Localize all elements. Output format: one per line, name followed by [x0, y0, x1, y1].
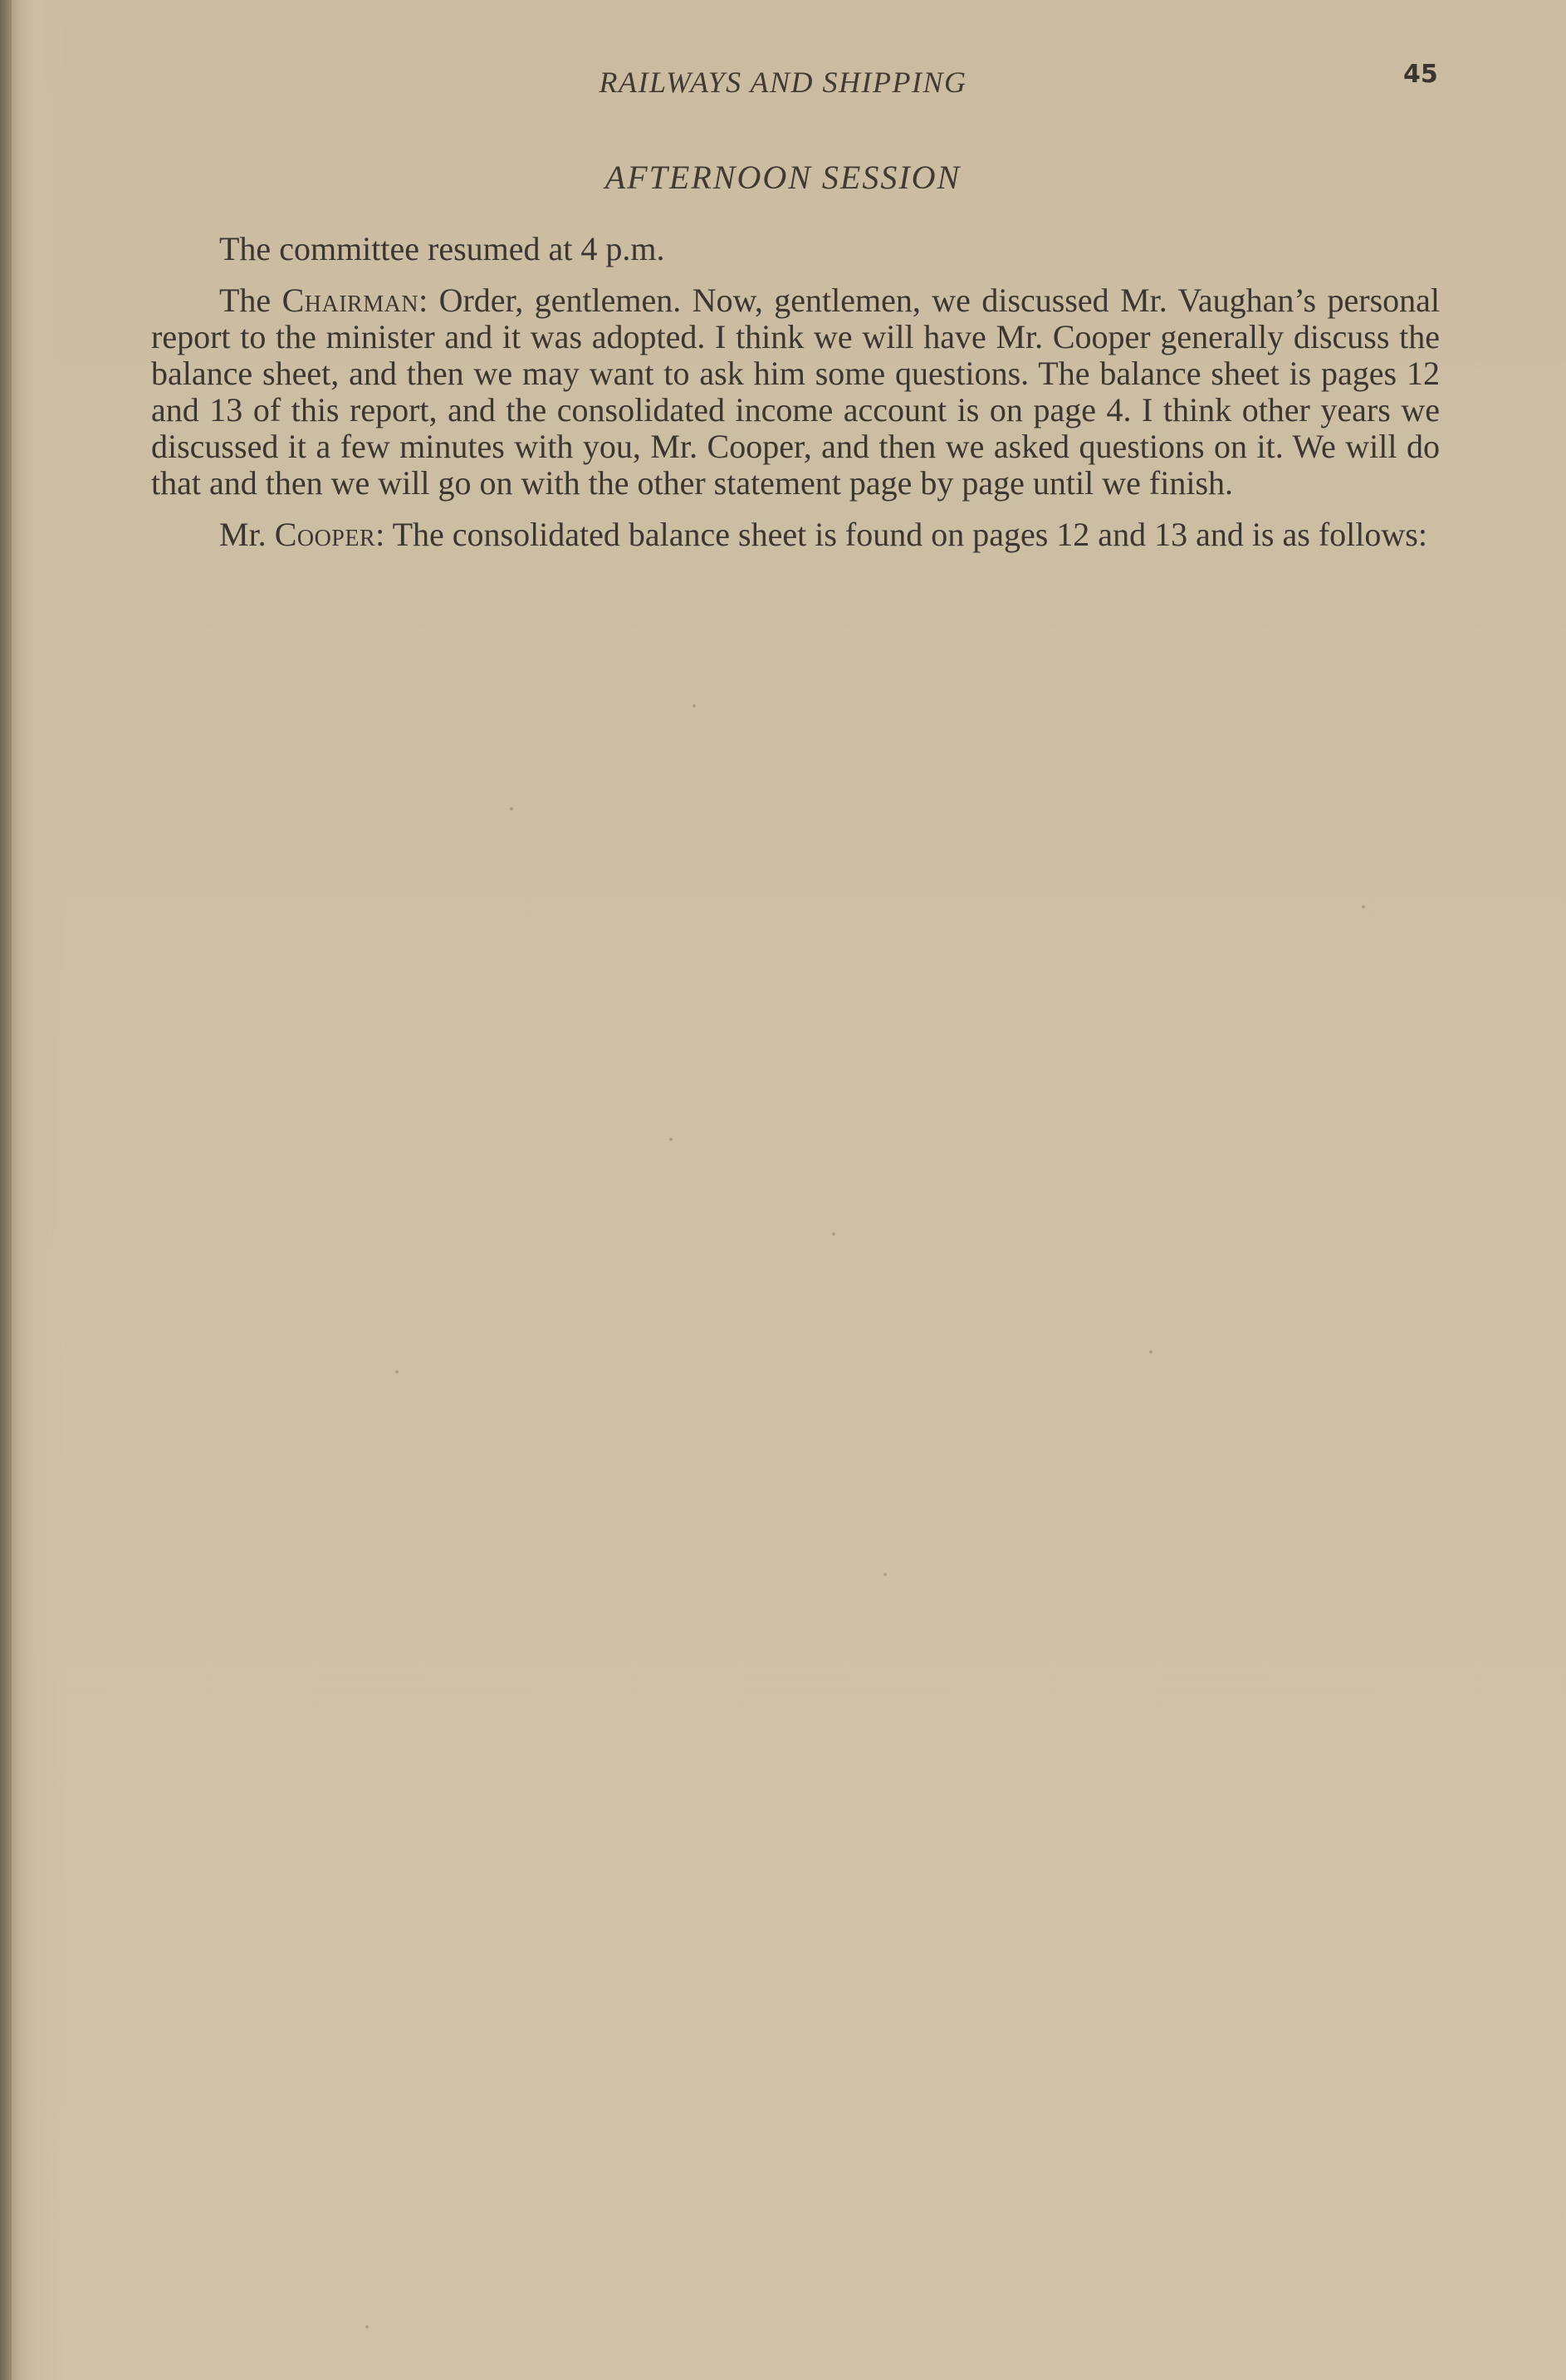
session-heading: AFTERNOON SESSION [604, 159, 962, 196]
paragraph-committee-resumed [151, 231, 1440, 267]
paper-speck [395, 1370, 399, 1374]
transcript-body [151, 231, 1440, 568]
paragraph-cooper-remarks [151, 517, 1440, 553]
speaker-prefix: The [219, 282, 282, 319]
speaker-name: Cooper [274, 516, 376, 553]
paragraph-text: : Order, gentlemen. Now, gentlemen, we discussed Mr. Vaughan’s personal report to the minister and it was adopted. I think we will have Mr. Cooper generally discuss the balance sheet, and then we may want to ask him some questions. The balance sheet is pages 12 and 13 of this report, and the consolidated income account is on page 4. I think other years we discussed it a few minutes with you, Mr. Cooper, and then we asked questions on it. We will do that and then we will go on with the other statement page by page until we finish. [151, 282, 1441, 502]
paper-speck [692, 704, 696, 708]
paper-speck [832, 1232, 835, 1236]
paper-speck [510, 807, 513, 810]
speaker-prefix: Mr. [219, 516, 275, 553]
page-number: 45 [1403, 60, 1438, 89]
paragraph-chairman-remarks [151, 282, 1440, 502]
book-spine-shadow [0, 0, 12, 2380]
paper-speck [669, 1138, 673, 1141]
paper-speck [1362, 905, 1365, 908]
speaker-name: Chairman [281, 282, 419, 319]
paragraph-text: : The consolidated balance sheet is found on pages 12 and 13 and is as follows: [375, 516, 1427, 553]
running-head-title: RAILWAYS AND SHIPPING [599, 66, 967, 99]
paragraph-text: The committee resumed at 4 p.m. [219, 230, 665, 267]
paper-speck [365, 2325, 369, 2329]
paper-speck [883, 1573, 887, 1576]
paper-speck [1149, 1350, 1152, 1354]
